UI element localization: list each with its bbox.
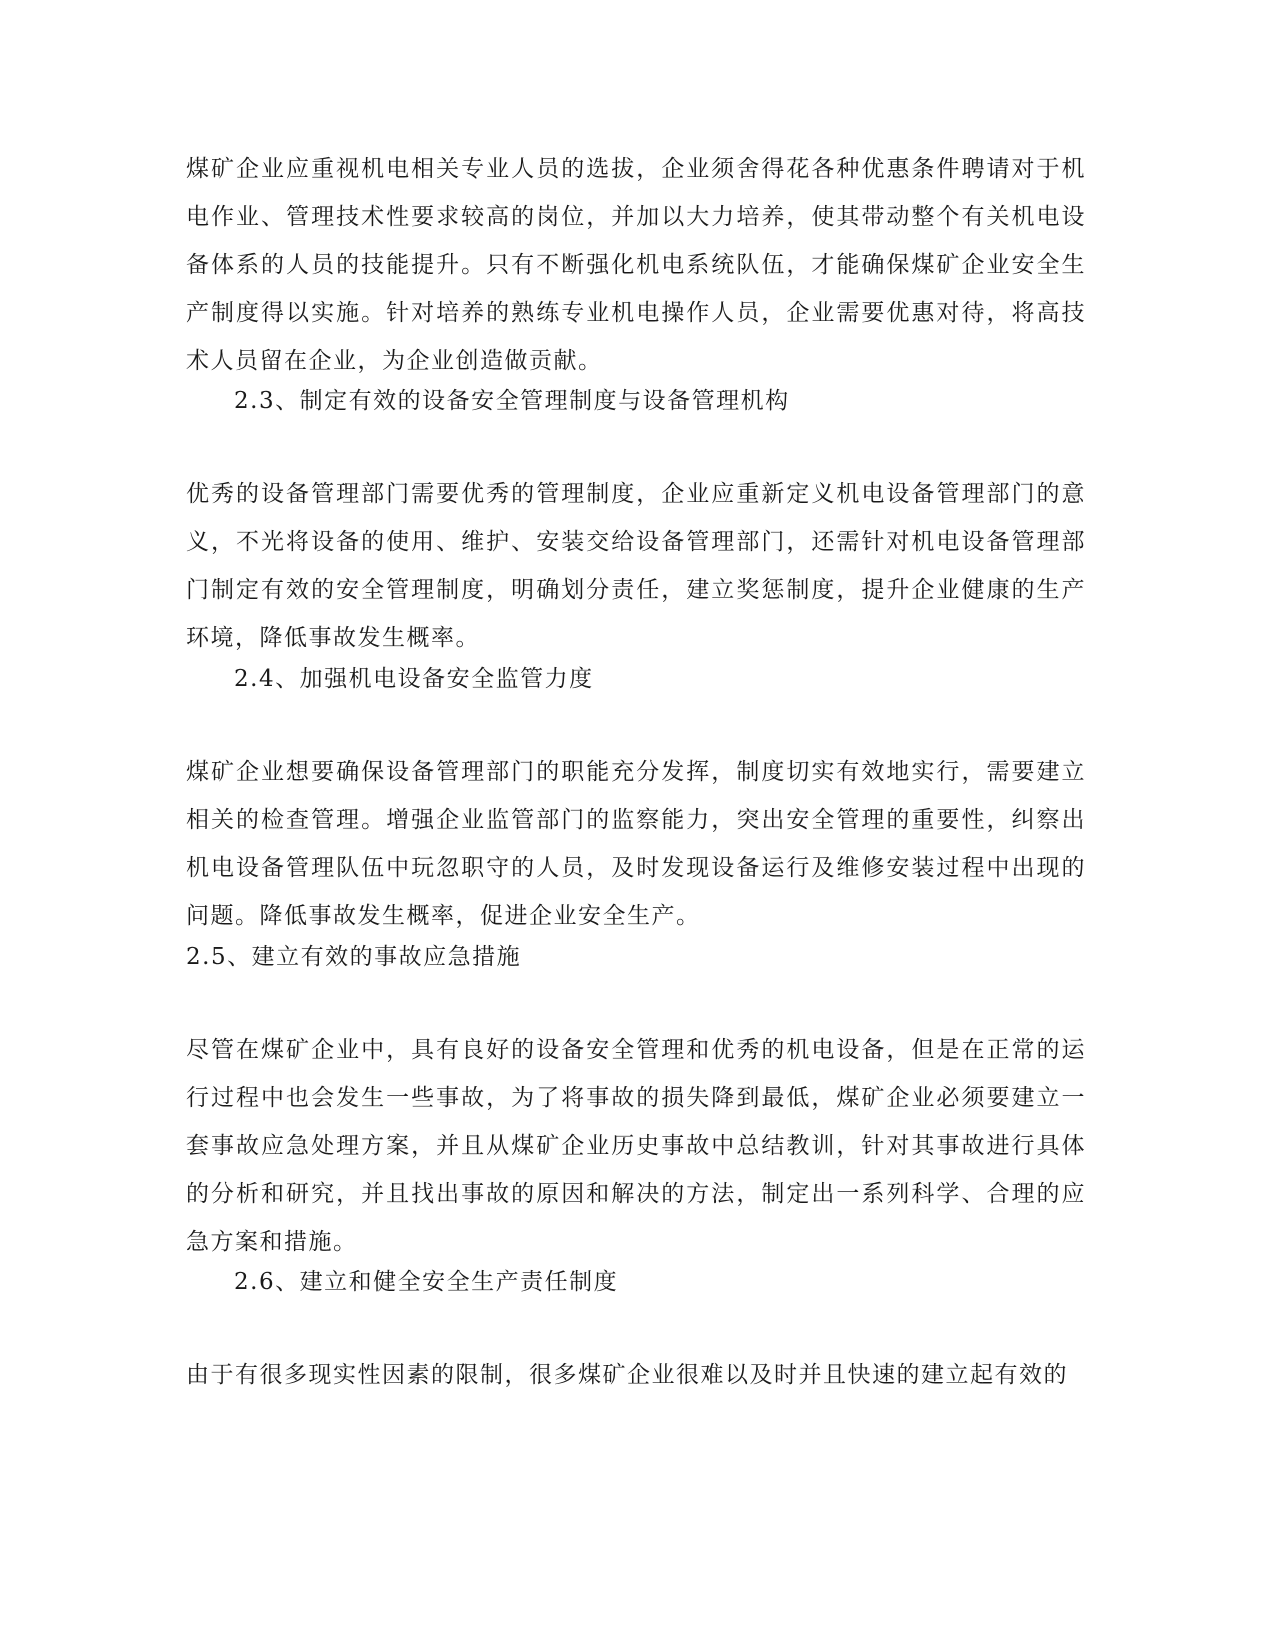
paragraph-responsibility-system: 由于有很多现实性因素的限制，很多煤矿企业很难以及时并且快速的建立起有效的 — [186, 1362, 1068, 1388]
paragraph-management-system: 优秀的设备管理部门需要优秀的管理制度，企业应重新定义机电设备管理部门的意义，不光将设备的使用、维护、安装交给设备管理部门，还需针对机电设备管理部门制定有效的安全管理制度，明确划分责任，建立奖惩制度，提升企业健康的生产环境，降低事故发生概率。 — [186, 481, 1086, 651]
section-heading-2-5: 2.5、建立有效的事故应急措施 — [186, 944, 522, 970]
paragraph-personnel-selection: 煤矿企业应重视机电相关专业人员的选拔，企业须舍得花各种优惠条件聘请对于机电作业、管理技术性要求较高的岗位，并加以大力培养，使其带动整个有关机电设备体系的人员的技能提升。只有不断强化机电系统队伍，才能确保煤矿企业安全生产制度得以实施。针对培养的熟练专业机电操作人员，企业需要优惠对待，将高技术人员留在企业，为企业创造做贡献。 — [186, 156, 1086, 374]
paragraph-emergency-measures: 尽管在煤矿企业中，具有良好的设备安全管理和优秀的机电设备，但是在正常的运行过程中也会发生一些事故，为了将事故的损失降到最低，煤矿企业必须要建立一套事故应急处理方案，并且从煤矿企业历史事故中总结教训，针对其事故进行具体的分析和研究，并且找出事故的原因和解决的方法，制定出一系列科学、合理的应急方案和措施。 — [186, 1037, 1086, 1255]
paragraph-supervision: 煤矿企业想要确保设备管理部门的职能充分发挥，制度切实有效地实行，需要建立相关的检查管理。增强企业监管部门的监察能力，突出安全管理的重要性，纠察出机电设备管理队伍中玩忽职守的人员，及时发现设备运行及维修安装过程中出现的问题。降低事故发生概率，促进企业安全生产。 — [186, 759, 1086, 929]
section-heading-2-6: 2.6、建立和健全安全生产责任制度 — [234, 1269, 619, 1295]
section-heading-2-3: 2.3、制定有效的设备安全管理制度与设备管理机构 — [234, 388, 790, 414]
section-heading-2-4: 2.4、加强机电设备安全监管力度 — [234, 666, 594, 692]
